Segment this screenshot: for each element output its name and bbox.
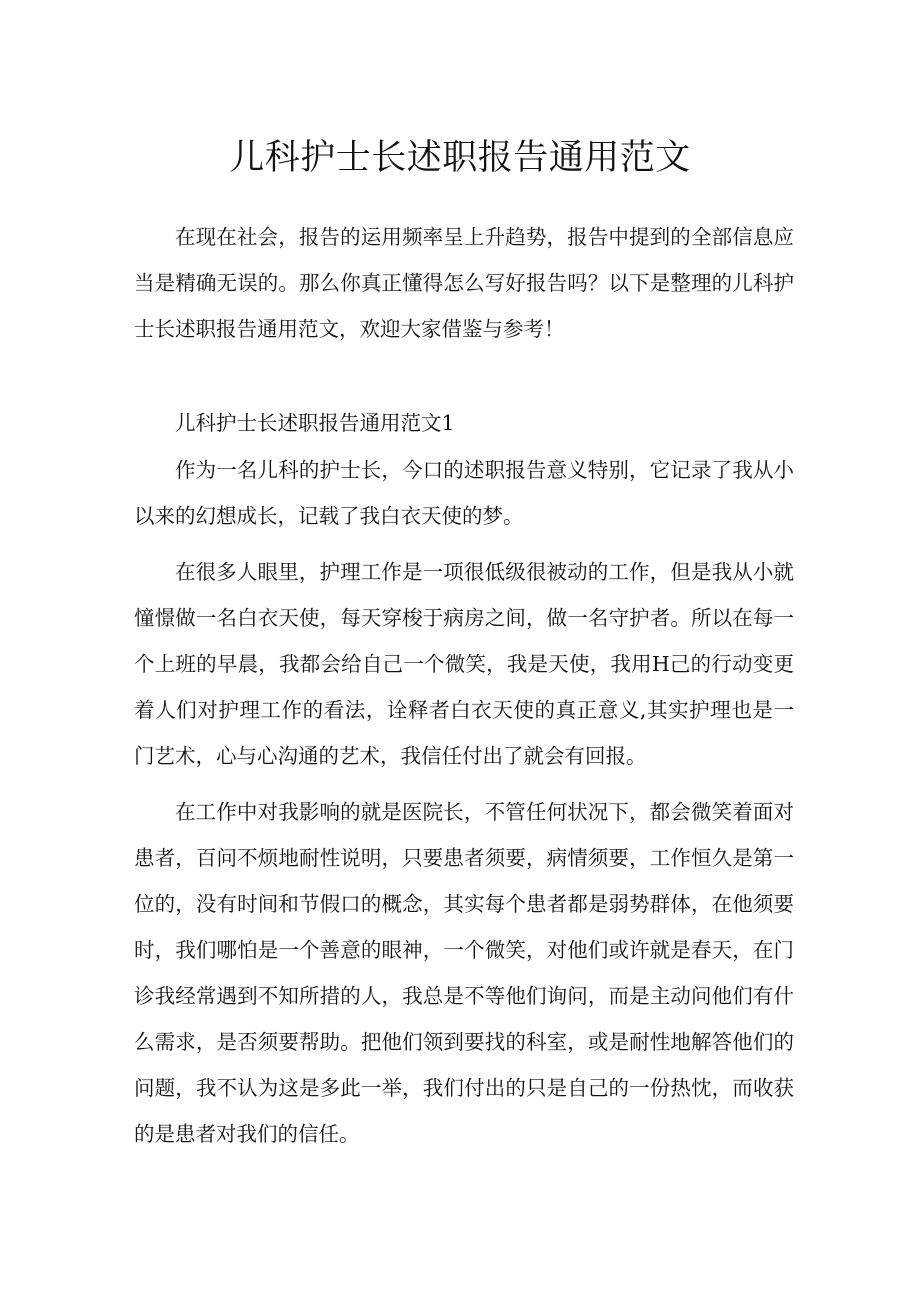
body-paragraph-2: 在很多人眼里，护理工作是一项很低级很被动的工作，但是我从小就憧憬做一名白衣天使，每天穿梭于病房之间，做一名守护者。所以在每一个上班的早晨，我都会给自己一个微笑，我是天使，我用H己的行动变更着人们对护理工作的看法，诠释者白衣天使的真正意义,其实护理也是一门艺术，心与心沟通的艺术，我信任付出了就会有回报。 — [134, 560, 794, 768]
intro-paragraph: 在现在社会，报告的运用频率呈上升趋势，报告中提到的全部信息应当是精确无误的。那么你真正懂得怎么写好报告吗？以下是整理的儿科护士长述职报告通用范文，欢迎大家借鉴与参考！ — [134, 225, 794, 341]
section-subheading: 儿科护士长述职报告通用范文1 — [175, 411, 455, 435]
document-title: 儿科护士长述职报告通用范文 — [229, 138, 691, 178]
body-paragraph-3: 在工作中对我影响的就是医院长，不管任何状况下，都会微笑着面对患者，百问不烦地耐性说明，只要患者须要，病情须要，工作恒久是第一位的，没有时间和节假口的概念，其实每个患者都是弱势群体，在他须要时，我们哪怕是一个善意的眼神，一个微笑，对他们或许就是春天，在门诊我经常遇到不知所措的人，我总是不等他们询问，而是主动问他们有什么需求，是否须要帮助。把他们领到要找的科室，或是耐性地解答他们的问题，我不认为这是多此一举，我们付出的只是自己的一份热忱，而收获的是患者对我们的信任。 — [134, 800, 794, 1146]
body-paragraph-1: 作为一名儿科的护士长，今口的述职报告意义特别，它记录了我从小以来的幻想成长，记载了我白衣天使的梦。 — [134, 458, 794, 528]
